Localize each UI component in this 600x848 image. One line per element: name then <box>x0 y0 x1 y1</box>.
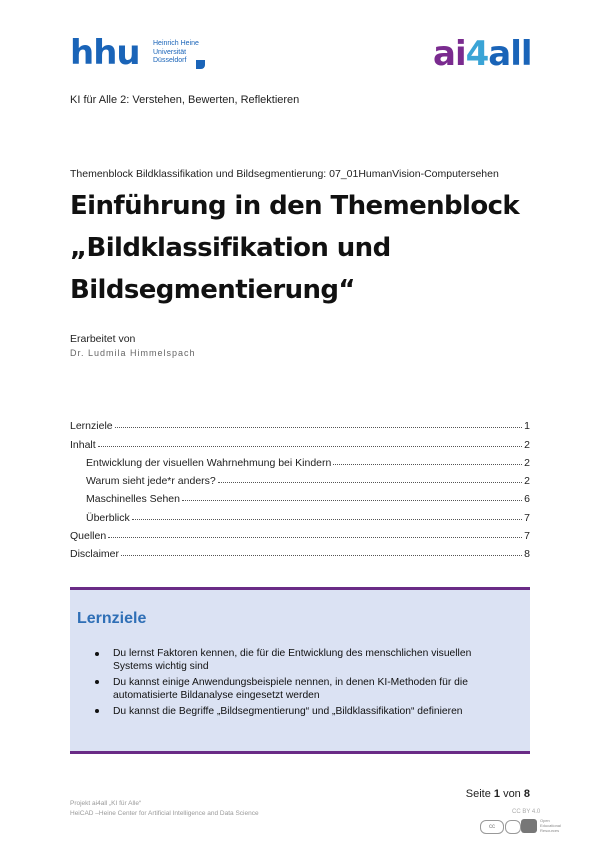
toc-page: 7 <box>524 530 530 543</box>
oer-line: Resources <box>540 828 560 833</box>
learning-goal-item: Du lernst Faktoren kennen, die für die Entwicklung des menschlichen visuellen Systems wichtig sind <box>91 647 511 673</box>
cc-icon: cc <box>480 820 504 834</box>
toc-leader <box>218 482 522 483</box>
hhu-logo-subtitle <box>153 40 199 66</box>
toc-label: Lernziele <box>70 420 113 433</box>
toc-page: 6 <box>524 493 530 506</box>
ai4all-logo-all: all <box>488 34 532 74</box>
toc-page: 8 <box>524 548 530 561</box>
ai4all-logo-four: 4 <box>465 34 489 74</box>
oer-line: Educational <box>540 823 561 828</box>
hhu-logo-word: hhu <box>70 33 140 73</box>
toc-entry[interactable] <box>70 542 530 560</box>
page-middle: von <box>503 788 521 800</box>
document-title <box>70 185 540 311</box>
learning-goals-list <box>91 647 511 721</box>
title-line-3: Bildsegmentierung“ <box>70 275 355 305</box>
toc-page: 2 <box>524 475 530 488</box>
learning-goal-item: Du kannst einige Anwendungsbeispiele nennen, in denen KI-Methoden für die automatisierte Bildanalyse eingesetzt werden <box>91 676 511 702</box>
learning-goal-item: Du kannst die Begriffe „Bildsegmentierung“ und „Bildklassifikation“ definieren <box>91 705 511 718</box>
toc-label: Warum sieht jede*r anders? <box>86 475 216 488</box>
ai4all-logo <box>433 34 543 74</box>
hhu-line-2: Universität <box>153 48 187 56</box>
toc-label: Inhalt <box>70 438 96 451</box>
toc-entry[interactable] <box>70 469 530 487</box>
hhu-logo-mark <box>196 60 205 69</box>
footer-project: Projekt ai4all „KI für Alle“ <box>70 800 142 807</box>
toc-leader <box>98 446 522 447</box>
learning-goals-title: Lernziele <box>77 610 147 627</box>
page-number <box>466 788 530 800</box>
toc-leader <box>108 537 522 538</box>
toc-leader <box>333 464 522 465</box>
toc-label: Disclaimer <box>70 548 120 561</box>
page-total: 8 <box>523 788 530 800</box>
oer-icon <box>521 819 537 833</box>
toc-leader <box>121 555 522 556</box>
toc-label: Entwicklung der visuellen Wahrnehmung bei Kindern <box>86 456 332 469</box>
toc-label: Maschinelles Sehen <box>86 493 180 506</box>
course-title: KI für Alle 2: Verstehen, Bewerten, Reflektieren <box>70 94 300 106</box>
toc-label: Quellen <box>70 530 107 543</box>
toc-entry[interactable] <box>70 505 530 523</box>
themenblock-label: Themenblock Bildklassifikation und Bildsegmentierung: 07_01HumanVision-Computersehen <box>70 168 499 180</box>
author-name: Dr. Ludmila Himmelspach <box>70 348 196 358</box>
toc-page: 2 <box>524 456 530 469</box>
hhu-line-3: Düsseldorf <box>153 57 187 64</box>
toc-entry[interactable] <box>70 414 530 432</box>
toc-page: 2 <box>524 438 530 451</box>
page-current: 1 <box>493 788 500 800</box>
toc-leader <box>132 519 522 520</box>
license-text: CC BY 4.0 <box>512 809 541 815</box>
cc-by-icon <box>505 820 521 834</box>
title-line-2: „Bildklassifikation und <box>70 233 391 263</box>
toc-entry[interactable] <box>70 432 530 450</box>
oer-logo <box>521 817 561 835</box>
page-prefix: Seite <box>465 788 491 800</box>
toc-entry[interactable] <box>70 487 530 505</box>
footer-institution: HeiCAD –Heine Center for Artificial Intelligence and Data Science <box>70 810 259 817</box>
toc-entry[interactable] <box>70 451 530 469</box>
title-line-1: Einführung in den Themenblock <box>70 191 520 221</box>
toc-page: 7 <box>524 511 530 524</box>
hhu-line-1: Heinrich Heine <box>153 40 199 47</box>
toc-label: Überblick <box>86 511 130 524</box>
toc-entry[interactable] <box>70 524 530 542</box>
oer-line: Open <box>540 818 550 823</box>
toc-page: 1 <box>524 420 530 433</box>
oer-text <box>540 818 561 833</box>
ai4all-logo-ai: ai <box>433 34 466 74</box>
table-of-contents <box>70 414 530 560</box>
prepared-by-label: Erarbeitet von <box>70 333 136 345</box>
learning-goals-box <box>70 587 530 754</box>
toc-leader <box>182 500 522 501</box>
hhu-logo <box>70 33 210 73</box>
toc-leader <box>115 427 523 428</box>
